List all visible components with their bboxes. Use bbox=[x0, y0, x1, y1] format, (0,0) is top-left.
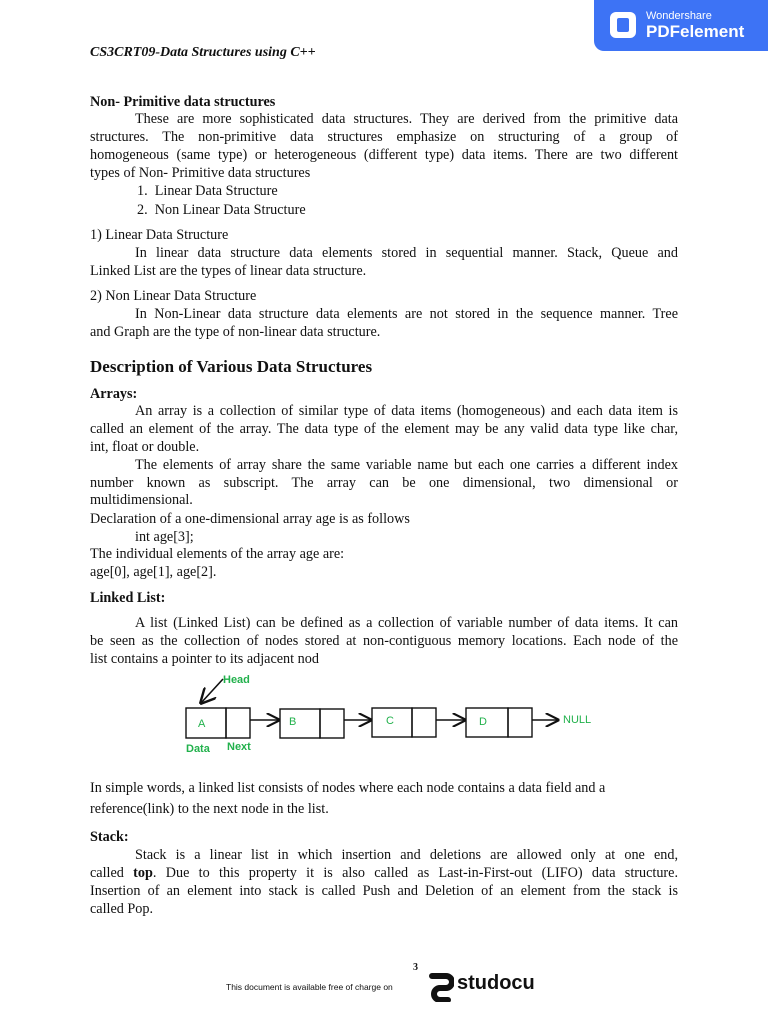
badge-product: PDFelement bbox=[646, 22, 745, 41]
text-line: Insertion of an element into stack is called Push and Deletion of an element from the stack is bbox=[90, 883, 678, 899]
studocu-logo-icon bbox=[426, 972, 454, 1002]
head-pointer-arrow bbox=[201, 679, 223, 703]
list-item: 2. Non Linear Data Structure bbox=[137, 202, 306, 218]
footer-note: This document is available free of charge on bbox=[226, 982, 393, 992]
list-item: 1. Linear Data Structure bbox=[137, 183, 278, 199]
nonprimitive-heading: Non- Primitive data structures bbox=[90, 94, 276, 110]
text-line: The individual elements of the array age are: bbox=[90, 546, 345, 562]
text-line: An array is a collection of similar type of data items (homogeneous) and each data item is bbox=[135, 403, 678, 419]
badge-brand: Wondershare bbox=[646, 10, 712, 22]
next-label: Next bbox=[227, 741, 251, 753]
page-number: 3 bbox=[413, 962, 418, 973]
pdfelement-badge[interactable] bbox=[594, 0, 768, 51]
text-line: homogeneous (same type) or heterogeneous (different type) data items. There are two different bbox=[90, 147, 678, 163]
section-heading: Description of Various Data Structures bbox=[90, 357, 373, 376]
text-line: age[0], age[1], age[2]. bbox=[90, 564, 217, 580]
node-label: B bbox=[289, 716, 297, 728]
head-label: Head bbox=[223, 674, 250, 686]
text-line: number known as subscript. The array can be one dimensional, two dimensional or bbox=[90, 475, 678, 491]
code-line: int age[3]; bbox=[135, 529, 194, 545]
data-label: Data bbox=[186, 743, 210, 755]
text-line bbox=[90, 864, 678, 882]
text-line: reference(link) to the next node in the list. bbox=[90, 801, 329, 817]
text-line: Declaration of a one-dimensional array age is as follows bbox=[90, 511, 410, 527]
text-line: A list (Linked List) can be defined as a collection of variable number of data items. It can bbox=[135, 615, 678, 631]
node-label: A bbox=[198, 718, 206, 730]
text-line: and Graph are the type of non-linear data structure. bbox=[90, 324, 381, 340]
linked-list-diagram bbox=[180, 668, 620, 760]
text-line: Stack is a linear list in which insertion and deletions are allowed only at one end, bbox=[135, 847, 678, 863]
course-header: CS3CRT09-Data Structures using C++ bbox=[90, 45, 316, 60]
stack-text-pre: called bbox=[90, 865, 134, 881]
text-line: These are more sophisticated data structures. They are derived from the primitive data bbox=[135, 111, 678, 127]
node-label: D bbox=[479, 716, 487, 728]
node-d bbox=[466, 708, 532, 737]
pdfelement-logo-icon bbox=[610, 12, 636, 38]
text-line: In Non-Linear data structure data elements are not stored in the sequence manner. Tree bbox=[135, 306, 678, 322]
text-line: list contains a pointer to its adjacent nod bbox=[90, 651, 319, 667]
text-line: be seen as the collection of nodes stored at non-contiguous memory locations. Each node of the bbox=[90, 633, 678, 649]
node-a bbox=[186, 708, 250, 738]
null-label: NULL bbox=[563, 714, 592, 726]
text-line: In simple words, a linked list consists of nodes where each node contains a data field and a bbox=[90, 780, 606, 796]
text-line: In linear data structure data elements stored in sequential manner. Stack, Queue and bbox=[135, 245, 678, 261]
text-line: types of Non- Primitive data structures bbox=[90, 165, 311, 181]
arrays-heading: Arrays: bbox=[90, 386, 138, 402]
linked-list-heading: Linked List: bbox=[90, 590, 166, 606]
stack-heading: Stack: bbox=[90, 829, 129, 845]
stack-top-term: top bbox=[133, 865, 153, 881]
node-b bbox=[280, 709, 344, 738]
linear-heading: 1) Linear Data Structure bbox=[90, 227, 229, 243]
node-c bbox=[372, 708, 436, 737]
stack-text-post: . Due to this property it is also called as Last-in-First-out (LIFO) data structure. bbox=[152, 865, 678, 881]
node-label: C bbox=[386, 715, 394, 727]
studocu-brand[interactable]: studocu bbox=[457, 972, 535, 994]
text-line: multidimensional. bbox=[90, 492, 193, 508]
text-line: called Pop. bbox=[90, 901, 154, 917]
nonlinear-heading: 2) Non Linear Data Structure bbox=[90, 288, 257, 304]
text-line: Linked List are the types of linear data structure. bbox=[90, 263, 367, 279]
text-line: structures. The non-primitive data structures emphasize on structuring of a group of bbox=[90, 129, 678, 145]
text-line: int, float or double. bbox=[90, 439, 200, 455]
text-line: called an element of the array. The data type of the element may be any valid data type like char, bbox=[90, 421, 678, 437]
text-line: The elements of array share the same variable name but each one carries a different index bbox=[135, 457, 678, 473]
